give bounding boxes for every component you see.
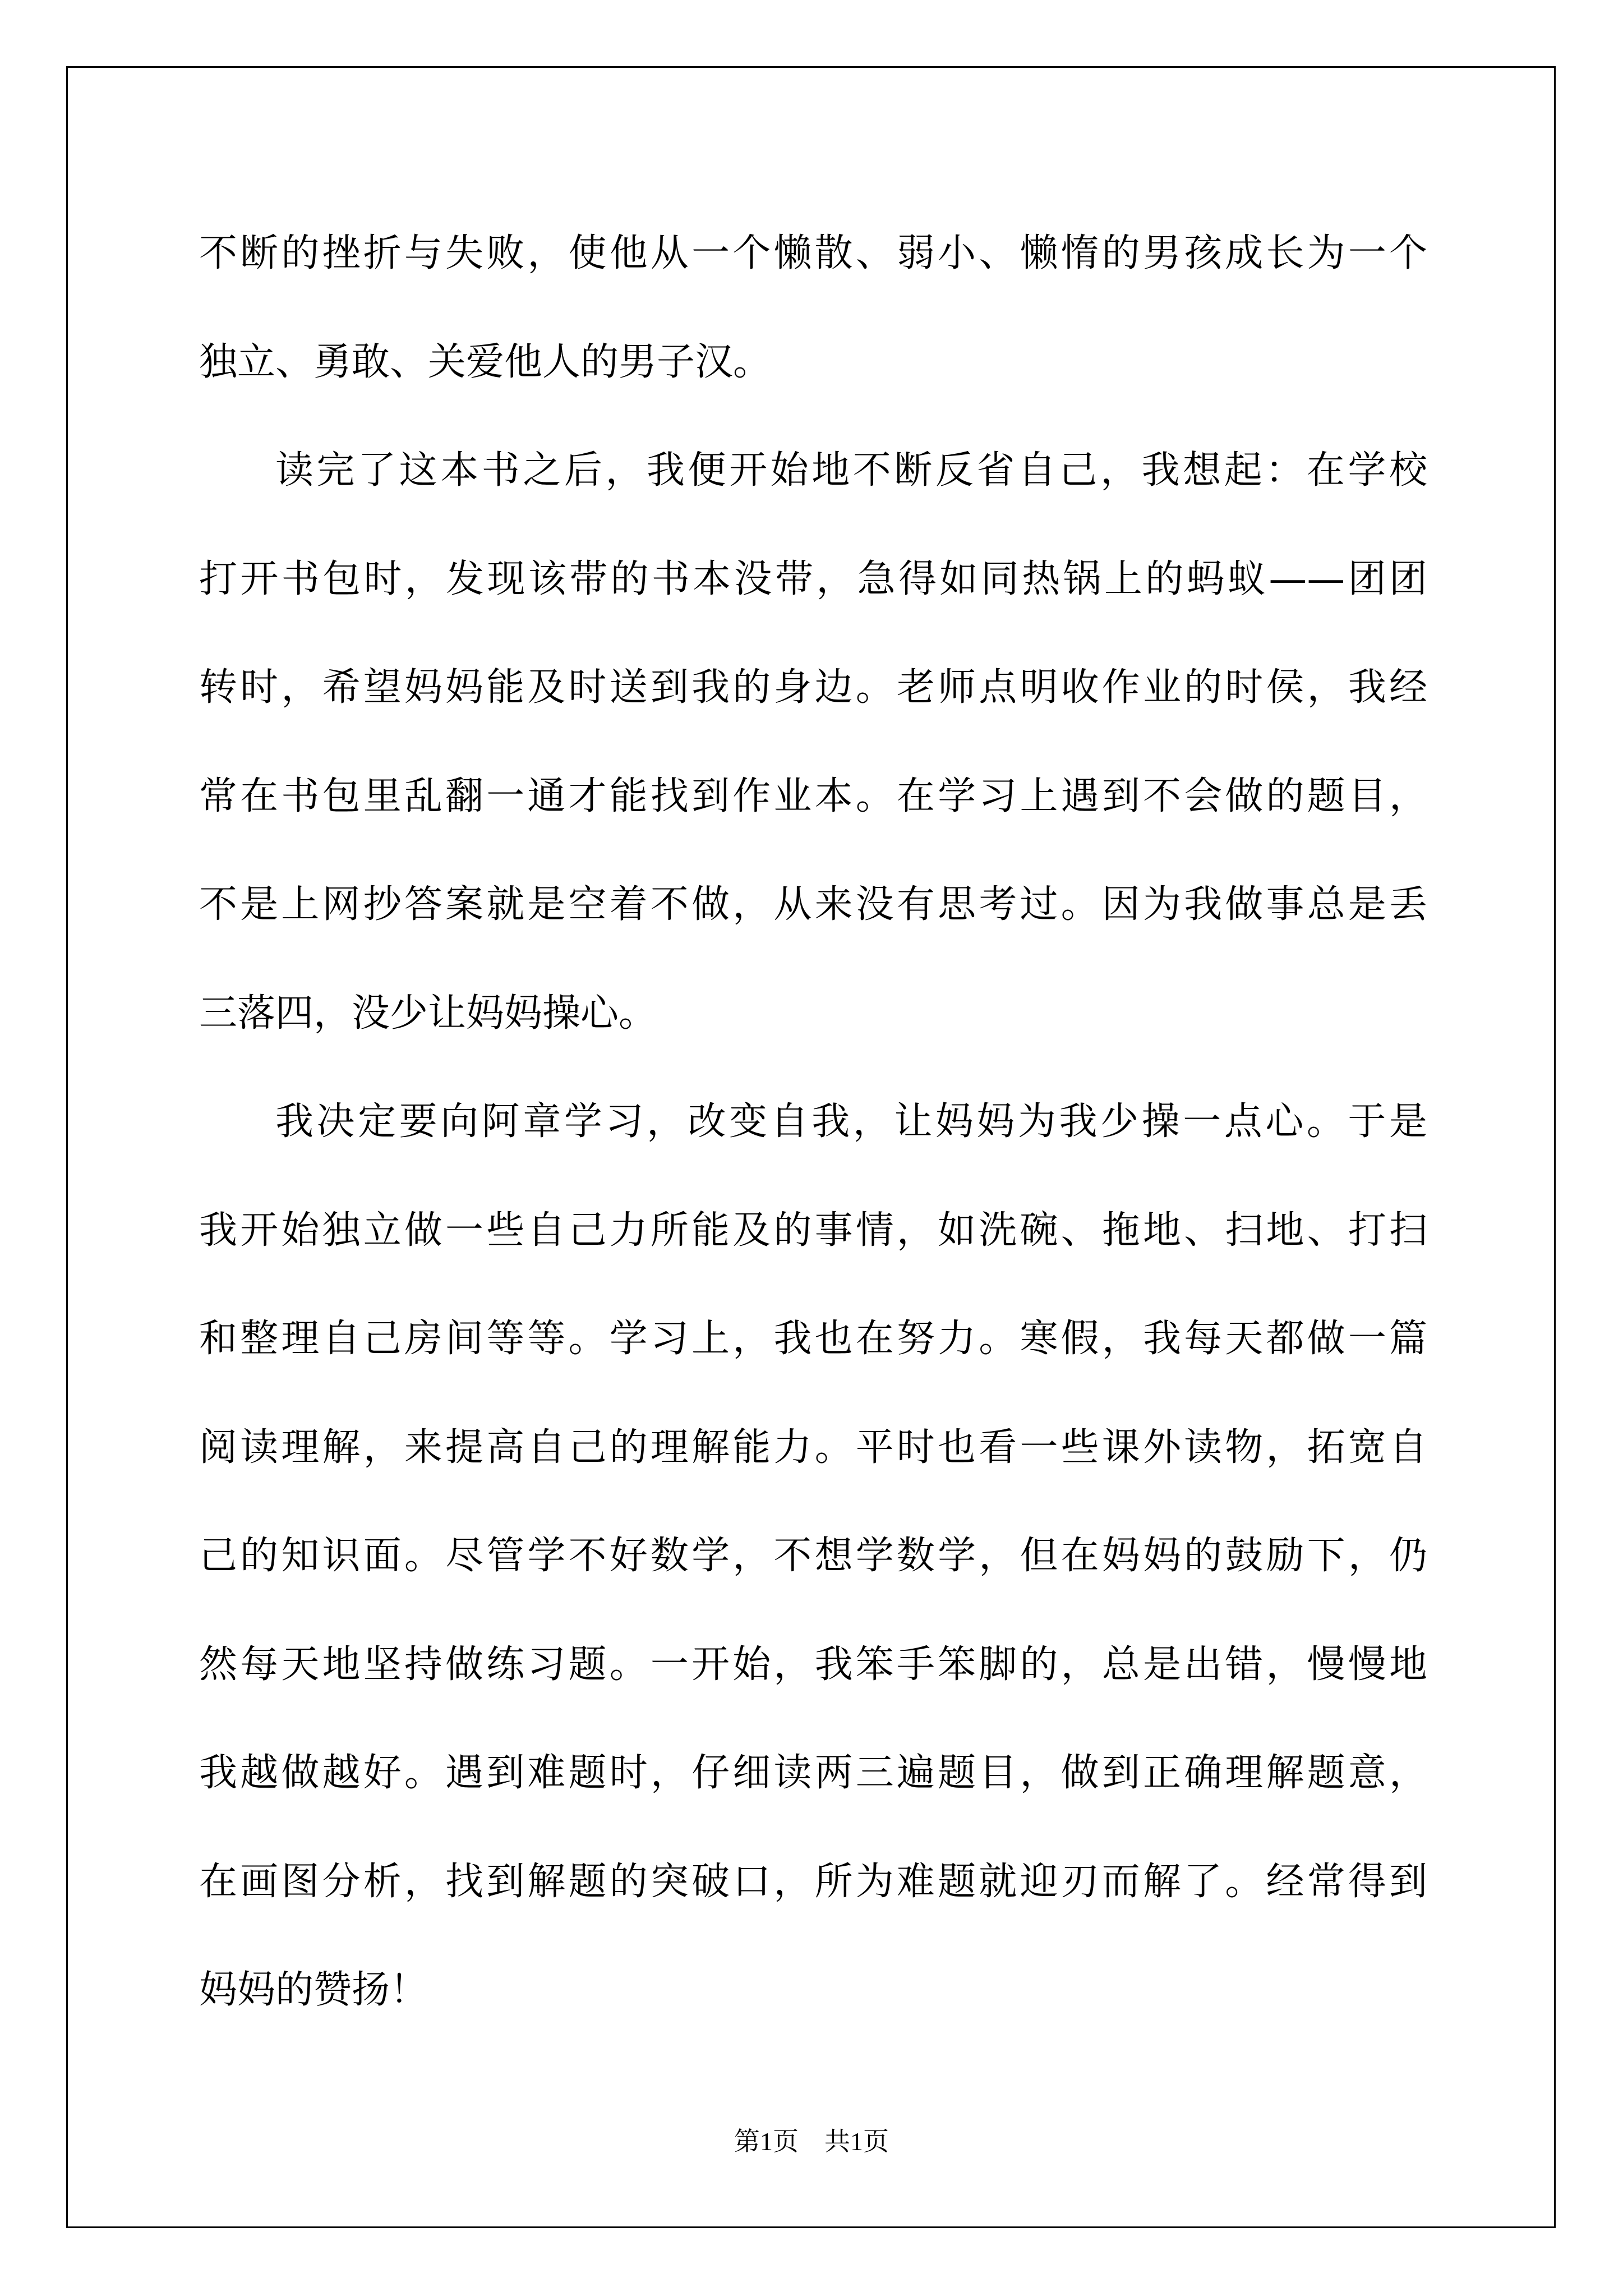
page-total: 共1页 [824,2127,889,2156]
text-line: 己的知识面。尽管学不好数学，不想学数学，但在妈妈的鼓励下，仍 [199,1534,1427,1578]
page-footer [0,2125,1623,2159]
document-body [199,199,1427,2045]
text-line: 不断的挫折与失败，使他从一个懒散、弱小、懒惰的男孩成长为一个 [199,231,1427,275]
text-line: 不是上网抄答案就是空着不做，从来没有思考过。因为我做事总是丢 [199,882,1427,927]
text-line: 独立、勇敢、关爱他人的男子汉。 [199,339,772,384]
text-line: 阅读理解，来提高自己的理解能力。平时也看一些课外读物，拓宽自 [199,1425,1427,1470]
text-line: 妈妈的赞扬！ [199,1968,428,2012]
text-line: 在画图分析，找到解题的突破口，所为难题就迎刃而解了。经常得到 [199,1859,1427,1904]
text-line: 和整理自己房间等等。学习上，我也在努力。寒假，我每天都做一篇 [199,1317,1427,1361]
text-line: 我开始独立做一些自己力所能及的事情，如洗碗、拖地、扫地、打扫 [199,1208,1427,1253]
text-line: 三落四，没少让妈妈操心。 [199,991,657,1036]
text-line: 读完了这本书之后，我便开始地不断反省自己，我想起：在学校 [275,448,1427,493]
text-line: 常在书包里乱翻一通才能找到作业本。在学习上遇到不会做的题目， [199,774,1427,818]
text-line: 我越做越好。遇到难题时，仔细读两三遍题目，做到正确理解题意， [199,1751,1427,1795]
page-number: 第1页 [734,2127,799,2156]
text-line: 我决定要向阿章学习，改变自我，让妈妈为我少操一点心。于是 [275,1099,1427,1144]
text-line: 然每天地坚持做练习题。一开始，我笨手笨脚的，总是出错，慢慢地 [199,1642,1427,1687]
text-line: 打开书包时，发现该带的书本没带，急得如同热锅上的蚂蚁——团团 [199,556,1427,601]
text-line: 转时，希望妈妈能及时送到我的身边。老师点明收作业的时侯，我经 [199,665,1427,710]
